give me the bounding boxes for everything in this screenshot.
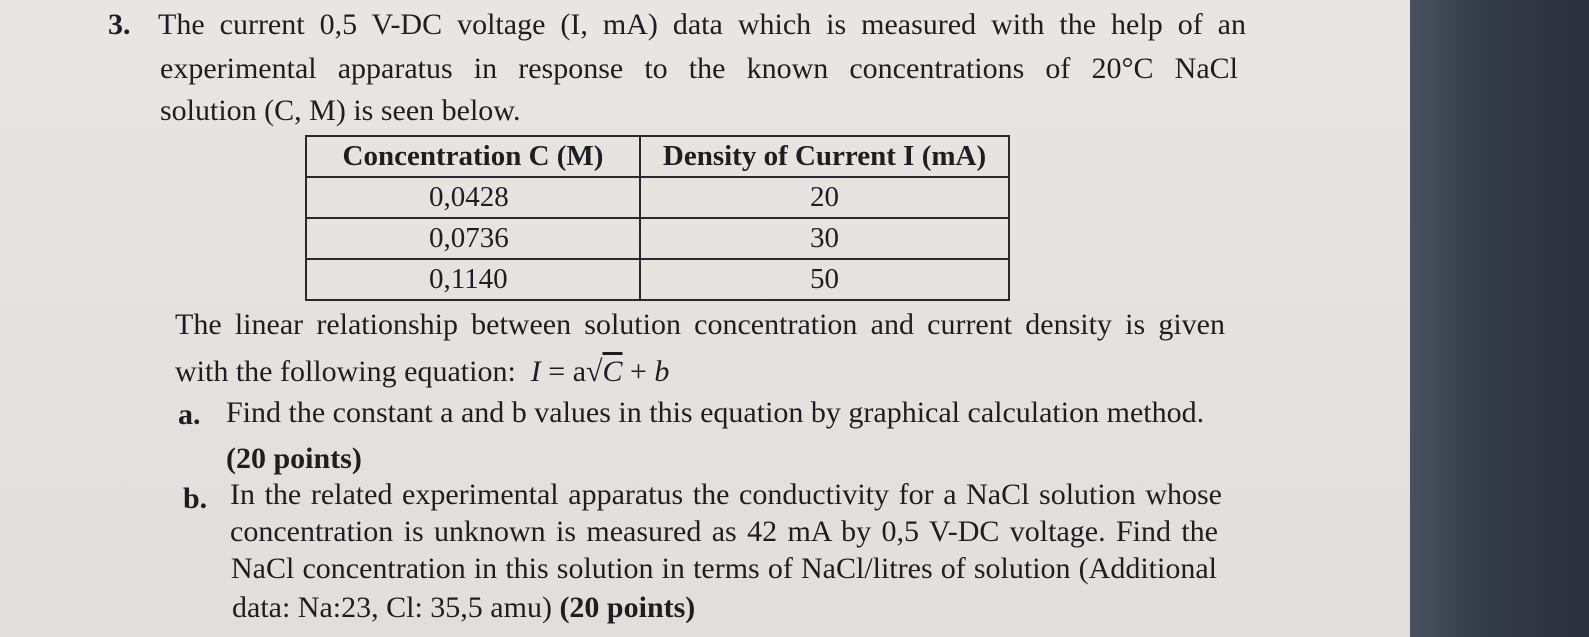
cell-concentration: 0,0428 (306, 177, 640, 218)
header-concentration: Concentration C (M) (306, 136, 640, 177)
cell-current: 20 (640, 177, 1009, 218)
part-b-line-2: concentration is unknown is measured as 42 mA by 0,5 V-DC voltage. Find the (230, 515, 1218, 548)
header-current: Density of Current I (mA) (640, 136, 1009, 177)
intro-line-2: experimental apparatus in response to the known concentrations of 20°C NaCl (160, 52, 1238, 85)
equation-a-sqrt: = a√ (540, 355, 603, 388)
part-b-line-3: NaCl concentration in this solution in terms of NaCl/litres of solution (Additional (231, 552, 1217, 585)
cell-concentration: 0,1140 (306, 259, 640, 300)
table-row (306, 218, 1009, 259)
intro-line-1: The current 0,5 V-DC voltage (I, mA) data which is measured with the help of an (158, 8, 1246, 41)
question-number: 3. (108, 8, 131, 41)
relation-prefix: with the following equation: (175, 355, 516, 388)
part-a-label: a. (178, 398, 201, 431)
table-header-row (306, 136, 1009, 177)
part-b-line-4 (232, 591, 695, 625)
intro-line-3: solution (C, M) is seen below. (160, 94, 521, 127)
cell-current: 30 (640, 218, 1009, 259)
equation-b: b (654, 355, 670, 388)
part-b-line-1: In the related experimental apparatus the conductivity for a NaCl solution whose (230, 478, 1222, 511)
part-b-label: b. (183, 482, 208, 515)
equation-I: I (530, 355, 541, 388)
part-b-line-4-text: data: Na:23, Cl: 35,5 amu) (232, 591, 552, 624)
cell-concentration: 0,0736 (306, 218, 640, 259)
data-table (305, 135, 1010, 301)
cell-current: 50 (640, 259, 1009, 300)
relation-line-1: The linear relationship between solution concentration and current density is given (175, 308, 1225, 341)
equation-C: C (602, 355, 623, 388)
relation-line-2 (175, 355, 669, 389)
part-b-points: (20 points) (559, 591, 696, 624)
part-a-points: (20 points) (226, 442, 362, 475)
part-a-line-1: Find the constant a and b values in this equation by graphical calculation method. (226, 396, 1205, 429)
equation-plus: + (622, 355, 655, 388)
table-row (306, 259, 1009, 300)
page-edge-background (1410, 0, 1589, 637)
equation (523, 355, 669, 388)
table-row (306, 177, 1009, 218)
